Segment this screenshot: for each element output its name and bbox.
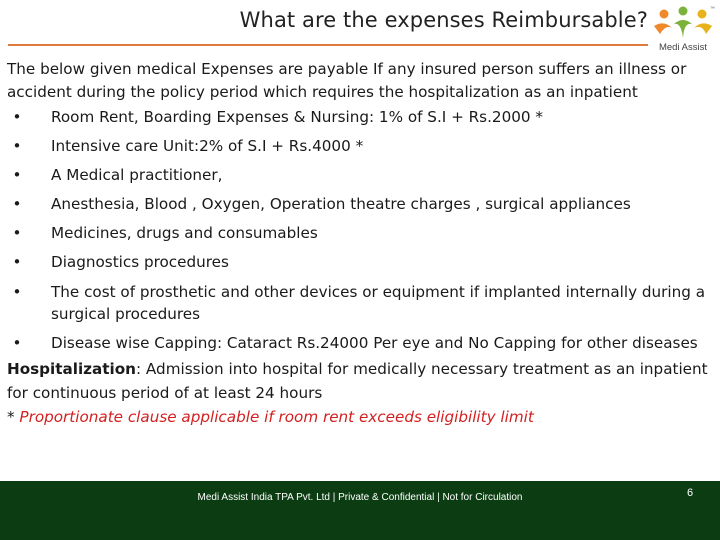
bullet-icon: •	[12, 224, 22, 242]
list-item-text: Intensive care Unit:2% of S.I + Rs.4000 *	[51, 137, 364, 155]
title-rule	[8, 44, 648, 46]
bullet-icon: •	[12, 253, 22, 271]
list-item	[7, 277, 711, 328]
logo-text: Medi Assist	[658, 42, 708, 53]
footer-bar	[0, 481, 720, 540]
page-number: 6	[686, 487, 694, 499]
list-item-text: Disease wise Capping: Cataract Rs.24000 Per eye and No Capping for other diseases	[51, 334, 698, 352]
hospitalization-text: : Admission into hospital for medically necessary treatment as an inpatient for continuous period of at least 24 hours	[7, 360, 708, 402]
proportionate-note	[7, 405, 711, 429]
list-item	[7, 161, 711, 190]
logo-trademark: ™	[710, 6, 715, 12]
slide-content	[7, 58, 711, 429]
list-item-text: The cost of prosthetic and other devices or equipment if implanted internally during a surgical procedures	[51, 283, 706, 323]
hospitalization-term: Hospitalization	[7, 360, 136, 378]
slide-title: What are the expenses Reimbursable?	[239, 8, 648, 32]
list-item-text: Medicines, drugs and consumables	[51, 224, 318, 242]
note-marker: *	[7, 408, 20, 426]
hospitalization-definition	[7, 357, 711, 405]
list-item	[7, 248, 711, 277]
bullet-icon: •	[12, 137, 22, 155]
footer-text: Medi Assist India TPA Pvt. Ltd | Private & Confidential | Not for Circulation	[197, 492, 523, 503]
list-item-text: Room Rent, Boarding Expenses & Nursing: 1% of S.I + Rs.2000 *	[51, 108, 543, 126]
list-item	[7, 190, 711, 219]
list-item	[7, 328, 711, 357]
bullet-icon: •	[12, 334, 22, 352]
bullet-icon: •	[12, 283, 22, 301]
list-item-text: Diagnostics procedures	[51, 253, 229, 271]
bullet-icon: •	[12, 108, 22, 126]
list-item-text: A Medical practitioner,	[51, 166, 223, 184]
bullet-icon: •	[12, 166, 22, 184]
note-text: Proportionate clause applicable if room rent exceeds eligibility limit	[19, 408, 534, 426]
people-logo-icon	[650, 4, 716, 42]
list-item	[7, 132, 711, 161]
medi-assist-logo	[650, 4, 716, 56]
intro-paragraph: The below given medical Expenses are payable If any insured person suffers an illness or accident during the policy period which requires the hospitalization as an inpatient	[7, 60, 687, 101]
bullet-icon: •	[12, 195, 22, 213]
expense-list	[7, 103, 711, 357]
list-item-text: Anesthesia, Blood , Oxygen, Operation theatre charges , surgical appliances	[51, 195, 631, 213]
list-item	[7, 103, 711, 132]
list-item	[7, 219, 711, 248]
